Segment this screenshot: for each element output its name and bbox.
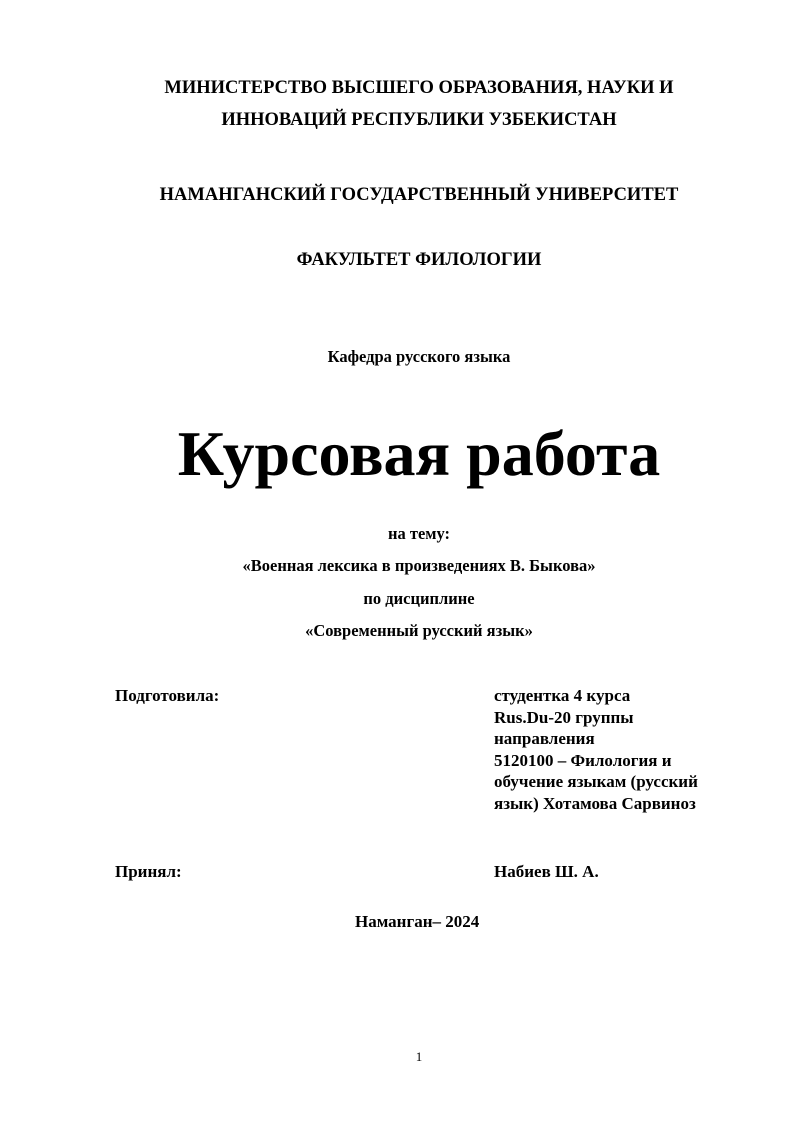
- student-info-line: направления: [494, 729, 595, 748]
- document-title: Курсовая работа: [177, 418, 661, 489]
- theme-label: на тему:: [387, 524, 451, 543]
- ministry-heading: [0, 72, 800, 136]
- discipline-name: «Современный русский язык»: [305, 621, 533, 640]
- work-topic: «Военная лексика в произведениях В. Быкова»: [242, 556, 596, 575]
- accepted-by-label: Принял:: [115, 862, 182, 881]
- university-name: НАМАНГАНСКИЙ ГОСУДАРСТВЕННЫЙ УНИВЕРСИТЕТ: [159, 185, 679, 205]
- student-info-line: Rus.Du-20 группы: [494, 707, 634, 727]
- student-info-line: язык) Хотамова Сарвиноз: [494, 793, 696, 813]
- student-info-line: студентка 4 курса: [494, 686, 631, 705]
- reviewer-name: Набиев Ш. А.: [494, 862, 599, 881]
- student-info-line: обучение языкам (русский: [494, 772, 698, 791]
- ministry-line-1: МИНИСТЕРСТВО ВЫСШЕГО ОБРАЗОВАНИЯ, НАУКИ И: [164, 78, 674, 98]
- student-info-line: 5120100 – Филология и: [494, 750, 672, 770]
- student-info: [494, 685, 698, 814]
- ministry-line-2: ИННОВАЦИЙ РЕСПУБЛИКИ УЗБЕКИСТАН: [221, 110, 617, 130]
- city-year: Наманган– 2024: [355, 912, 480, 931]
- discipline-label: по дисциплине: [363, 589, 475, 608]
- department-name: Кафедра русского языка: [327, 347, 511, 366]
- faculty-name: ФАКУЛЬТЕТ ФИЛОЛОГИИ: [296, 250, 542, 270]
- prepared-by-label: Подготовила:: [115, 686, 220, 705]
- page-number: 1: [415, 1049, 423, 1064]
